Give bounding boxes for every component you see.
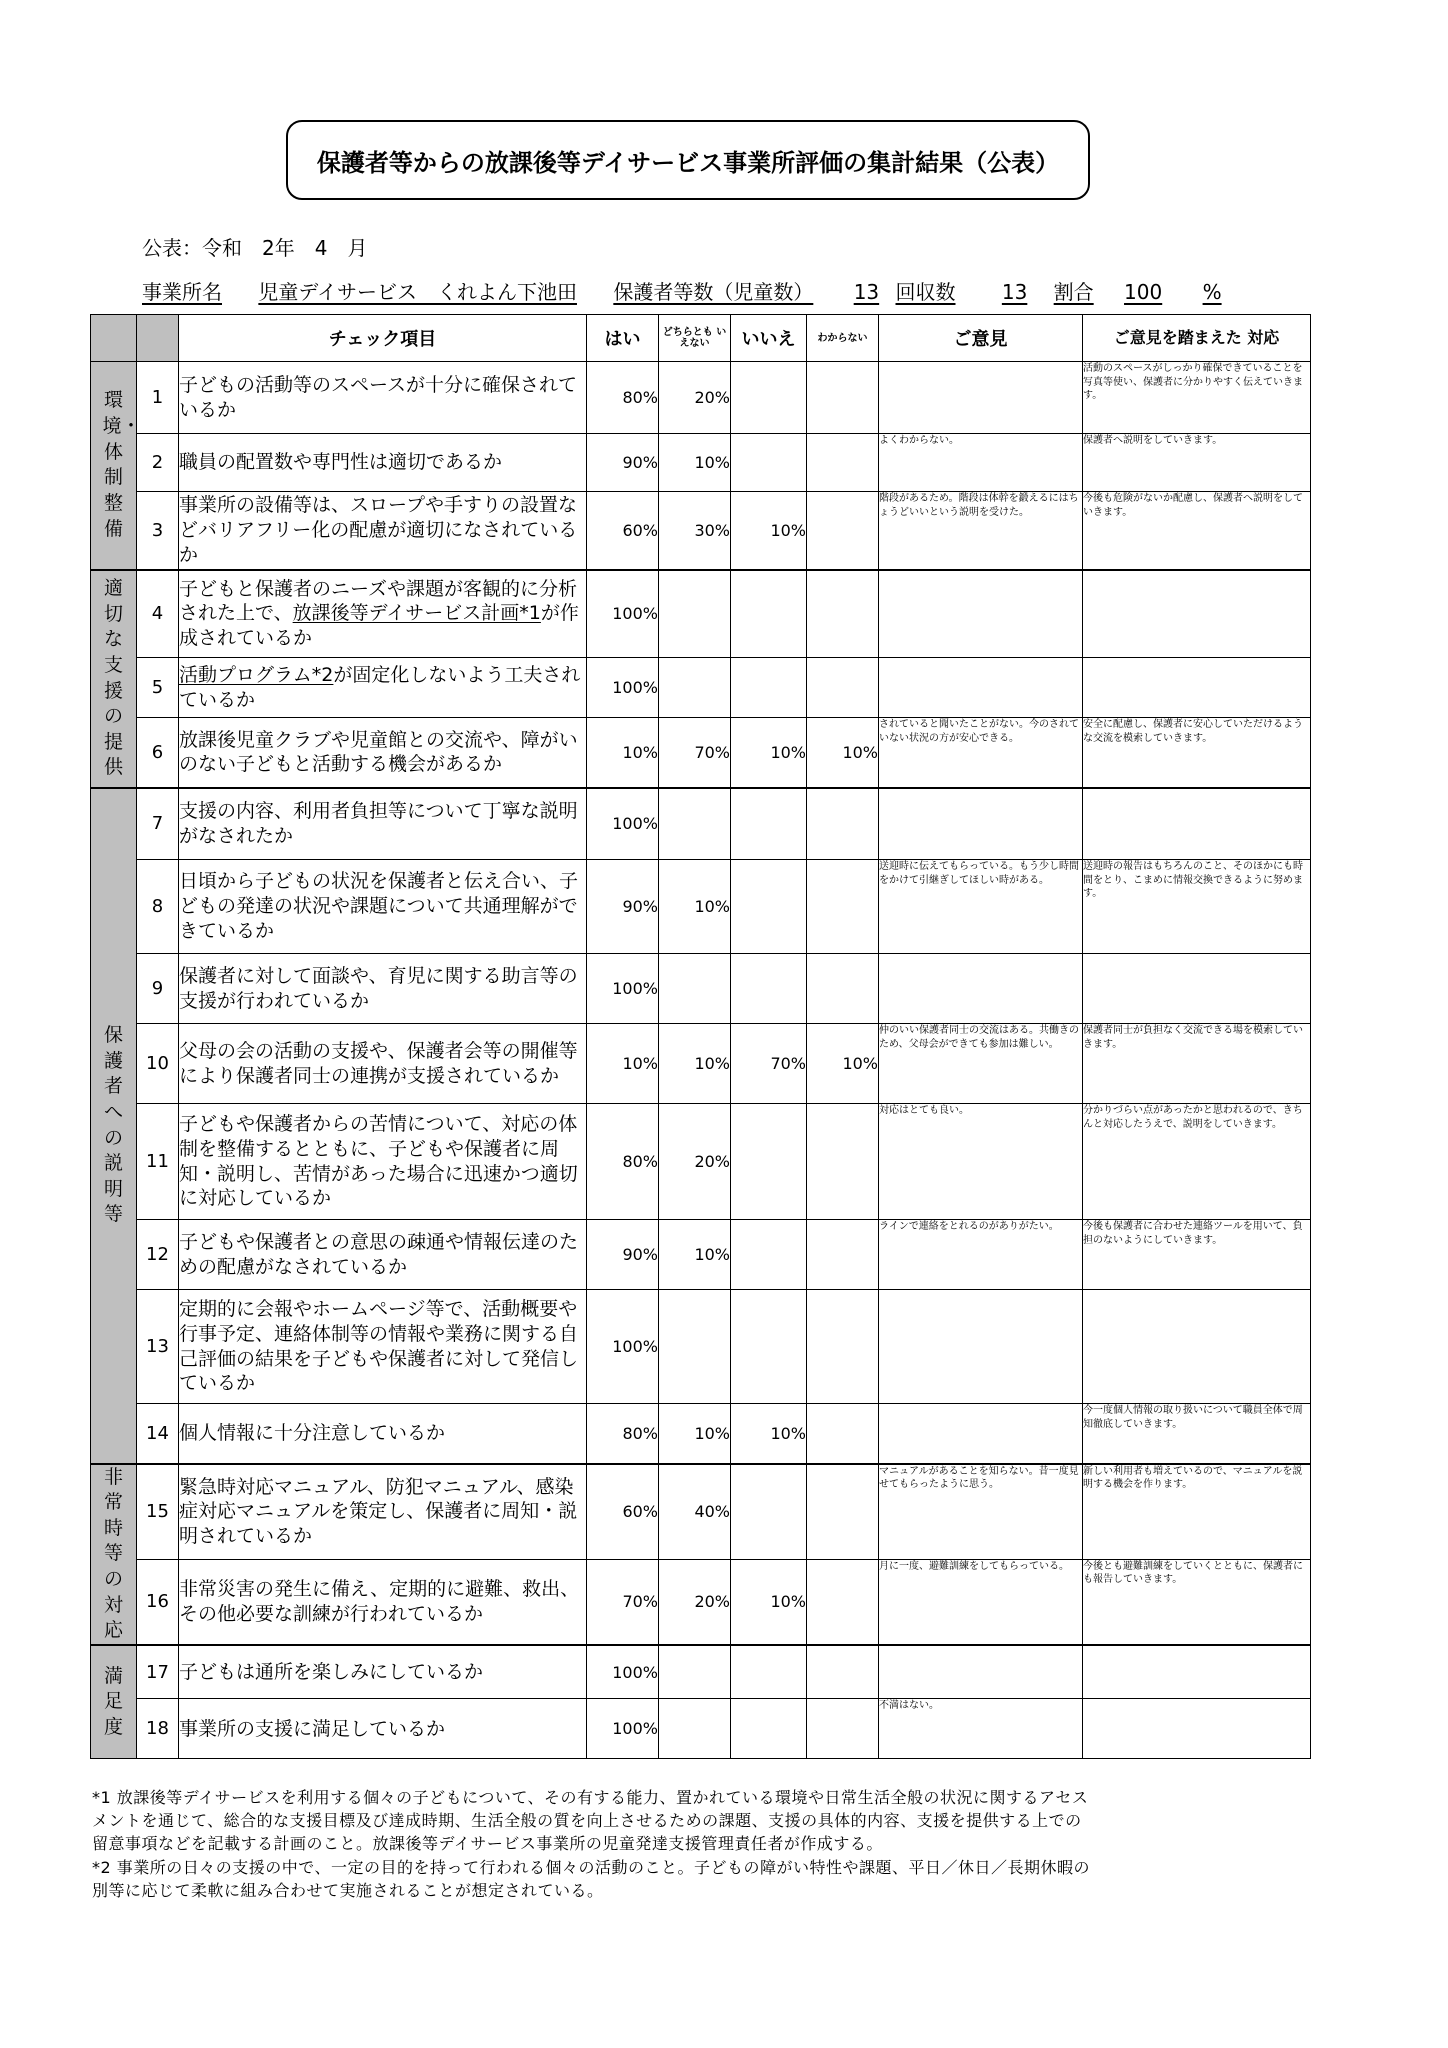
table-row bbox=[91, 1290, 1311, 1404]
neither-percent bbox=[659, 570, 731, 658]
neither-percent bbox=[659, 954, 731, 1024]
yes-percent: 10% bbox=[587, 1024, 659, 1104]
response-cell bbox=[1083, 954, 1311, 1024]
opinion-cell: ラインで連絡をとれるのがありがたい。 bbox=[879, 1220, 1083, 1290]
response-cell bbox=[1083, 1290, 1311, 1404]
row-number: 3 bbox=[137, 492, 179, 570]
no-percent bbox=[731, 954, 807, 1024]
neither-percent: 10% bbox=[659, 1220, 731, 1290]
opinion-cell: されていると聞いたことがない。今のされていない状況の方が安心できる。 bbox=[879, 718, 1083, 788]
row-number: 18 bbox=[137, 1699, 179, 1759]
unknown-percent: 10% bbox=[807, 1024, 879, 1104]
header-corner-num bbox=[137, 315, 179, 362]
unknown-percent bbox=[807, 434, 879, 492]
neither-percent: 20% bbox=[659, 362, 731, 434]
unknown-percent bbox=[807, 492, 879, 570]
table-row bbox=[91, 362, 1311, 434]
no-percent bbox=[731, 1290, 807, 1404]
yes-percent: 80% bbox=[587, 362, 659, 434]
row-number: 16 bbox=[137, 1559, 179, 1645]
response-cell: 保護者同士が負担なく交流できる場を模索していきます。 bbox=[1083, 1024, 1311, 1104]
no-percent bbox=[731, 1645, 807, 1699]
table-row bbox=[91, 1104, 1311, 1220]
check-item-link: 放課後等デイサービス計画*1 bbox=[292, 602, 541, 625]
yes-percent: 60% bbox=[587, 492, 659, 570]
header-unknown: わからない bbox=[807, 315, 879, 362]
neither-percent: 20% bbox=[659, 1104, 731, 1220]
response-cell: 分かりづらい点があったかと思われるので、きちんと対応したうえで、説明をしていきます。 bbox=[1083, 1104, 1311, 1220]
no-percent bbox=[731, 1220, 807, 1290]
opinion-cell bbox=[879, 788, 1083, 860]
response-cell bbox=[1083, 1699, 1311, 1759]
table-row bbox=[91, 860, 1311, 954]
category-label: 適切な支援の提供 bbox=[103, 576, 123, 779]
response-cell: 新しい利用者も増えているので、マニュアルを説明する機会を作ります。 bbox=[1083, 1464, 1311, 1560]
check-item: 支援の内容、利用者負担等について丁寧な説明がなされたか bbox=[179, 788, 587, 860]
no-percent bbox=[731, 860, 807, 954]
unknown-percent bbox=[807, 1645, 879, 1699]
header-response: ご意見を踏まえた 対応 bbox=[1083, 315, 1311, 362]
no-percent bbox=[731, 362, 807, 434]
category-label: 非常時等の対応 bbox=[103, 1465, 123, 1642]
neither-percent: 10% bbox=[659, 1024, 731, 1104]
unknown-percent bbox=[807, 1290, 879, 1404]
opinion-cell bbox=[879, 658, 1083, 718]
check-item: 非常災害の発生に備え、定期的に避難、救出、その他必要な訓練が行われているか bbox=[179, 1559, 587, 1645]
ratio-unit: % bbox=[1202, 280, 1222, 304]
no-percent: 10% bbox=[731, 718, 807, 788]
check-item: 職員の配置数や専門性は適切であるか bbox=[179, 434, 587, 492]
category-label: 満足度 bbox=[103, 1664, 123, 1739]
yes-percent: 100% bbox=[587, 1699, 659, 1759]
no-percent bbox=[731, 1104, 807, 1220]
check-item: 子どもや保護者からの苦情について、対応の体制を整備するとともに、子どもや保護者に周知・説明し、苦情があった場合に迅速かつ適切に対応しているか bbox=[179, 1104, 587, 1220]
facility-name: 児童デイサービス くれよん下池田 bbox=[258, 280, 577, 304]
no-percent: 10% bbox=[731, 1404, 807, 1464]
yes-percent: 100% bbox=[587, 1290, 659, 1404]
footnote-2: *2 事業所の日々の支援の中で、一定の目的を持って行われる個々の活動のこと。子どもの障がい特性や課題、平日／休日／長期休暇の別等に応じて柔軟に組み合わせて実施されることが想定されている。 bbox=[92, 1857, 1090, 1900]
response-cell: 今一度個人情報の取り扱いについて職員全体で周知徹底していきます。 bbox=[1083, 1404, 1311, 1464]
row-number: 1 bbox=[137, 362, 179, 434]
response-cell: 今後も危険がないか配慮し、保護者へ説明をしていきます。 bbox=[1083, 492, 1311, 570]
header-no: いいえ bbox=[731, 315, 807, 362]
response-cell: 送迎時の報告はもちろんのこと、そのほかにも時間をとり、こまめに情報交換できるように努めます。 bbox=[1083, 860, 1311, 954]
row-number: 9 bbox=[137, 954, 179, 1024]
row-number: 5 bbox=[137, 658, 179, 718]
check-item bbox=[179, 570, 587, 658]
neither-percent bbox=[659, 788, 731, 860]
unknown-percent: 10% bbox=[807, 718, 879, 788]
no-percent bbox=[731, 434, 807, 492]
category-cell bbox=[91, 362, 141, 570]
page-title: 保護者等からの放課後等デイサービス事業所評価の集計結果（公表） bbox=[286, 120, 1090, 200]
category-cell bbox=[91, 1464, 137, 1645]
neither-percent: 10% bbox=[659, 434, 731, 492]
check-item: 父母の会の活動の支援や、保護者会等の開催等により保護者同士の連携が支援されているか bbox=[179, 1024, 587, 1104]
table-row bbox=[91, 718, 1311, 788]
unknown-percent bbox=[807, 788, 879, 860]
check-item-text: が固定化しないよう工夫されているか bbox=[179, 663, 581, 711]
unknown-percent bbox=[807, 1699, 879, 1759]
facility-label: 事業所名 bbox=[142, 280, 222, 304]
category-cell bbox=[91, 570, 137, 788]
unknown-percent bbox=[807, 954, 879, 1024]
yes-percent: 70% bbox=[587, 1559, 659, 1645]
no-percent bbox=[731, 1699, 807, 1759]
unknown-percent bbox=[807, 570, 879, 658]
no-percent bbox=[731, 1464, 807, 1560]
table-row bbox=[91, 570, 1311, 658]
yes-percent: 100% bbox=[587, 570, 659, 658]
row-number: 11 bbox=[137, 1104, 179, 1220]
yes-percent: 10% bbox=[587, 718, 659, 788]
header-item: チェック項目 bbox=[179, 315, 587, 362]
footnotes bbox=[92, 1786, 1092, 1902]
unknown-percent bbox=[807, 1559, 879, 1645]
opinion-cell: よくわからない。 bbox=[879, 434, 1083, 492]
row-number: 14 bbox=[137, 1404, 179, 1464]
opinion-cell bbox=[879, 570, 1083, 658]
check-item bbox=[179, 658, 587, 718]
response-cell bbox=[1083, 1645, 1311, 1699]
footnote-1: *1 放課後等デイサービスを利用する個々の子どもについて、その有する能力、置かれている環境や日常生活全般の状況に関するアセスメントを通じて、総合的な支援目標及び達成時期、生活全般の質を向上させるための課題、支援の具体的内容、支援を提供する上での留意事項などを記載する計画のこと。放課後等デイサービス事業所の児童発達支援管理責任者が作成する。 bbox=[92, 1788, 1089, 1854]
opinion-cell: 不満はない。 bbox=[879, 1699, 1083, 1759]
ratio-label: 割合 bbox=[1053, 280, 1094, 304]
yes-percent: 100% bbox=[587, 1645, 659, 1699]
opinion-cell: 対応はとても良い。 bbox=[879, 1104, 1083, 1220]
unknown-percent bbox=[807, 1220, 879, 1290]
category-label: 環境・体制整備 bbox=[102, 389, 141, 540]
table-row bbox=[91, 1024, 1311, 1104]
table-row bbox=[91, 1699, 1311, 1759]
row-number: 12 bbox=[137, 1220, 179, 1290]
no-percent: 70% bbox=[731, 1024, 807, 1104]
check-item: 子どもの活動等のスペースが十分に確保されているか bbox=[179, 362, 587, 434]
row-number: 8 bbox=[137, 860, 179, 954]
opinion-cell: マニュアルがあることを知らない。昔一度見せてもらったように思う。 bbox=[879, 1464, 1083, 1560]
publication-date: 公表：令和 2年 4 月 bbox=[142, 236, 368, 260]
check-item-text: が作成されているか bbox=[179, 602, 579, 650]
row-number: 13 bbox=[137, 1290, 179, 1404]
neither-percent bbox=[659, 658, 731, 718]
header-neither: どちらとも いえない bbox=[659, 315, 731, 362]
evaluation-table bbox=[90, 314, 1311, 1759]
row-number: 6 bbox=[137, 718, 179, 788]
table-row bbox=[91, 1645, 1311, 1699]
table-row bbox=[91, 954, 1311, 1024]
yes-percent: 100% bbox=[587, 788, 659, 860]
unknown-percent bbox=[807, 1404, 879, 1464]
check-item-link: 活動プログラム*2 bbox=[179, 663, 334, 686]
category-label: 保護者への説明等 bbox=[103, 1023, 123, 1226]
neither-percent bbox=[659, 1290, 731, 1404]
neither-percent: 10% bbox=[659, 1404, 731, 1464]
response-cell: 保護者へ説明をしていきます。 bbox=[1083, 434, 1311, 492]
response-cell bbox=[1083, 788, 1311, 860]
check-item: 定期的に会報やホームページ等で、活動概要や行事予定、連絡体制等の情報や業務に関する自己評価の結果を子どもや保護者に対して発信しているか bbox=[179, 1290, 587, 1404]
table-row bbox=[91, 788, 1311, 860]
ratio-value: 100 bbox=[1124, 280, 1163, 304]
neither-percent: 20% bbox=[659, 1559, 731, 1645]
check-item-text: 子どもと保護者のニーズや課題が客観的に分析された上で、 bbox=[179, 577, 578, 625]
opinion-cell bbox=[879, 1290, 1083, 1404]
neither-percent: 30% bbox=[659, 492, 731, 570]
category-cell bbox=[91, 1645, 137, 1759]
yes-percent: 90% bbox=[587, 434, 659, 492]
neither-percent: 40% bbox=[659, 1464, 731, 1560]
guardians-label: 保護者等数（児童数） bbox=[613, 280, 814, 304]
opinion-cell: 月に一度、避難訓練をしてもらっている。 bbox=[879, 1559, 1083, 1645]
opinion-cell bbox=[879, 1404, 1083, 1464]
no-percent bbox=[731, 788, 807, 860]
unknown-percent bbox=[807, 658, 879, 718]
opinion-cell: 階段があるため。階段は体幹を鍛えるにはちょうどいいという説明を受けた。 bbox=[879, 492, 1083, 570]
check-item: 緊急時対応マニュアル、防犯マニュアル、感染症対応マニュアルを策定し、保護者に周知・説明されているか bbox=[179, 1464, 587, 1560]
opinion-cell bbox=[879, 1645, 1083, 1699]
opinion-cell bbox=[879, 954, 1083, 1024]
unknown-percent bbox=[807, 1464, 879, 1560]
check-item: 日頃から子どもの状況を保護者と伝え合い、子どもの発達の状況や課題について共通理解ができているか bbox=[179, 860, 587, 954]
table-row bbox=[91, 434, 1311, 492]
row-number: 10 bbox=[137, 1024, 179, 1104]
row-number: 4 bbox=[137, 570, 179, 658]
collected-count: 13 bbox=[1001, 280, 1028, 304]
yes-percent: 60% bbox=[587, 1464, 659, 1560]
header-corner bbox=[91, 315, 137, 362]
no-percent: 10% bbox=[731, 492, 807, 570]
facility-info bbox=[142, 276, 1222, 305]
neither-percent bbox=[659, 1645, 731, 1699]
row-number: 15 bbox=[137, 1464, 179, 1560]
response-cell: 今後も保護者に合わせた連絡ツールを用いて、負担のないようにしていきます。 bbox=[1083, 1220, 1311, 1290]
check-item: 子どもは通所を楽しみにしているか bbox=[179, 1645, 587, 1699]
table-row bbox=[91, 1220, 1311, 1290]
response-cell: 今後とも避難訓練をしていくとともに、保護者にも報告していきます。 bbox=[1083, 1559, 1311, 1645]
no-percent bbox=[731, 570, 807, 658]
table-row bbox=[91, 492, 1311, 570]
unknown-percent bbox=[807, 1104, 879, 1220]
table-row bbox=[91, 1404, 1311, 1464]
yes-percent: 80% bbox=[587, 1104, 659, 1220]
check-item: 個人情報に十分注意しているか bbox=[179, 1404, 587, 1464]
yes-percent: 90% bbox=[587, 860, 659, 954]
category-cell bbox=[91, 788, 137, 1464]
no-percent: 10% bbox=[731, 1559, 807, 1645]
header-row bbox=[91, 315, 1311, 362]
check-item: 事業所の設備等は、スロープや手すりの設置などバリアフリー化の配慮が適切になされているか bbox=[179, 492, 587, 570]
neither-percent: 70% bbox=[659, 718, 731, 788]
opinion-cell: 仲のいい保護者同士の交流はある。共働きのため、父母会ができても参加は難しい。 bbox=[879, 1024, 1083, 1104]
yes-percent: 90% bbox=[587, 1220, 659, 1290]
check-item: 保護者に対して面談や、育児に関する助言等の支援が行われているか bbox=[179, 954, 587, 1024]
opinion-cell bbox=[879, 362, 1083, 434]
response-cell bbox=[1083, 658, 1311, 718]
header-yes: はい bbox=[587, 315, 659, 362]
neither-percent bbox=[659, 1699, 731, 1759]
unknown-percent bbox=[807, 860, 879, 954]
row-number: 2 bbox=[137, 434, 179, 492]
yes-percent: 80% bbox=[587, 1404, 659, 1464]
guardians-count: 13 bbox=[853, 280, 880, 304]
neither-percent: 10% bbox=[659, 860, 731, 954]
no-percent bbox=[731, 658, 807, 718]
yes-percent: 100% bbox=[587, 954, 659, 1024]
table-row bbox=[91, 658, 1311, 718]
check-item: 子どもや保護者との意思の疎通や情報伝達のための配慮がなされているか bbox=[179, 1220, 587, 1290]
collected-label: 回収数 bbox=[895, 280, 956, 304]
row-number: 17 bbox=[137, 1645, 179, 1699]
response-cell bbox=[1083, 570, 1311, 658]
header-opinion: ご意見 bbox=[879, 315, 1083, 362]
unknown-percent bbox=[807, 362, 879, 434]
check-item: 放課後児童クラブや児童館との交流や、障がいのない子どもと活動する機会があるか bbox=[179, 718, 587, 788]
table-row bbox=[91, 1464, 1311, 1560]
opinion-cell: 送迎時に伝えてもらっている。もう少し時間をかけて引継ぎしてほしい時がある。 bbox=[879, 860, 1083, 954]
response-cell: 安全に配慮し、保護者に安心していただけるような交流を模索していきます。 bbox=[1083, 718, 1311, 788]
check-item: 事業所の支援に満足しているか bbox=[179, 1699, 587, 1759]
yes-percent: 100% bbox=[587, 658, 659, 718]
row-number: 7 bbox=[137, 788, 179, 860]
table-row bbox=[91, 1559, 1311, 1645]
response-cell: 活動のスペースがしっかり確保できていることを写真等使い、保護者に分かりやすく伝えていきます。 bbox=[1083, 362, 1311, 434]
